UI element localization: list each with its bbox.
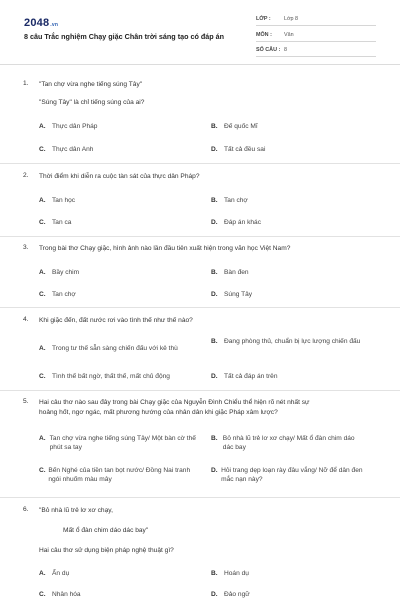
option-b[interactable] <box>211 337 361 346</box>
question-number: 6. <box>23 506 29 513</box>
option-letter: D. <box>211 219 218 226</box>
option-text: Tất cả đều sai <box>224 146 266 153</box>
question-divider <box>0 236 400 237</box>
question-divider <box>0 163 400 164</box>
option-c[interactable] <box>39 466 197 484</box>
option-text: Tan chợ vừa nghe tiếng súng Tây/ Một bàn cờ thế phút sa tay <box>49 435 196 451</box>
option-d[interactable] <box>211 590 371 599</box>
option-b[interactable] <box>211 122 371 131</box>
option-a[interactable] <box>39 344 199 353</box>
option-text: Tan học <box>52 197 76 204</box>
option-b[interactable] <box>211 569 371 578</box>
meta-value: 8 <box>284 47 287 53</box>
option-text: Bỏ nhà lũ trẻ lơ xơ chạy/ Mất ổ đàn chim dáo dác bay <box>222 435 355 451</box>
meta-key: SỐ CÂU : <box>256 47 281 53</box>
meta-row-subject <box>256 30 376 42</box>
option-d[interactable] <box>211 290 371 299</box>
option-letter: D. <box>211 591 218 598</box>
question-line: hoảng hốt, ngơ ngác, mất phương hướng của nhân dân khi giặc Pháp xâm lược? <box>39 409 278 416</box>
option-text: Đang phòng thủ, chuẩn bị lực lượng chiến đấu <box>224 338 361 345</box>
question-line: "Tan chợ vừa nghe tiếng súng Tây" <box>39 81 143 88</box>
option-d[interactable] <box>211 466 365 484</box>
option-text: Bến Nghé của tiền tan bọt nước/ Đồng Nai tranh ngói nhuốm màu mây <box>48 467 191 483</box>
option-letter: C. <box>39 219 46 226</box>
document-title: 8 câu Trắc nghiệm Chạy giặc Chân trời sáng tạo có đáp án <box>24 32 225 41</box>
option-text: Bàn đen <box>224 269 249 276</box>
question-line: "Súng Tây" là chỉ tiếng súng của ai? <box>39 99 145 106</box>
option-letter: A. <box>39 269 46 276</box>
option-text: Đảo ngữ <box>224 591 250 598</box>
meta-row-count <box>256 45 376 57</box>
question-number: 1. <box>23 80 29 87</box>
option-a[interactable] <box>39 569 199 578</box>
option-d[interactable] <box>211 372 371 381</box>
option-text: Tất cả đáp án trên <box>224 373 278 380</box>
logo-text: 2048 <box>24 17 50 29</box>
question-line: Khi giặc đến, đất nước rơi vào tình thế như thế nào? <box>39 317 193 324</box>
option-b[interactable] <box>211 434 365 452</box>
question-line: Thời điểm khi diễn ra cuộc tàn sát của thực dân Pháp? <box>39 173 200 180</box>
option-text: Hỏi trang dẹp loạn rày đâu vắng/ Nỡ để dân đen mắc nạn này? <box>221 467 363 483</box>
option-c[interactable] <box>39 372 199 381</box>
option-b[interactable] <box>211 196 371 205</box>
option-text: Ẩn dụ <box>52 570 70 577</box>
option-letter: C. <box>39 291 46 298</box>
site-logo[interactable] <box>24 17 58 29</box>
option-c[interactable] <box>39 145 199 154</box>
option-text: Thực dân Anh <box>52 146 94 153</box>
page-header <box>0 0 400 64</box>
option-letter: A. <box>39 345 46 352</box>
question-line: Trong bài thơ Chạy giặc, hình ảnh nào lần đầu tiên xuất hiện trong văn học Việt Nam? <box>39 245 291 252</box>
option-letter: B. <box>211 123 218 130</box>
option-a[interactable] <box>39 434 197 452</box>
option-text: Tan chợ <box>52 291 76 298</box>
question-divider <box>0 497 400 498</box>
option-letter: B. <box>211 338 218 345</box>
option-letter: C. <box>39 373 46 380</box>
option-letter: C. <box>39 467 46 474</box>
option-b[interactable] <box>211 268 371 277</box>
question-line: Mất ổ đàn chim dáo dác bay" <box>63 527 149 534</box>
option-c[interactable] <box>39 290 199 299</box>
question-number: 4. <box>23 316 29 323</box>
meta-row-class <box>256 14 376 26</box>
option-a[interactable] <box>39 122 199 131</box>
question-divider <box>0 390 400 391</box>
question-line: Hai câu thơ nào sau đây trong bài Chạy giặc của Nguyễn Đình Chiểu thể hiện rõ nét nhất sự <box>39 399 310 406</box>
option-c[interactable] <box>39 218 199 227</box>
option-text: Tan chợ <box>224 197 248 204</box>
option-text: Tan ca <box>52 219 72 226</box>
question-divider <box>0 307 400 308</box>
option-a[interactable] <box>39 268 199 277</box>
option-a[interactable] <box>39 196 199 205</box>
option-letter: B. <box>211 197 218 204</box>
option-letter: A. <box>39 435 46 442</box>
option-letter: A. <box>39 123 46 130</box>
option-letter: D. <box>211 146 218 153</box>
option-d[interactable] <box>211 145 371 154</box>
option-letter: A. <box>39 197 46 204</box>
question-number: 5. <box>23 398 29 405</box>
option-letter: D. <box>211 467 218 474</box>
meta-value: Văn <box>284 32 294 38</box>
option-letter: A. <box>39 570 46 577</box>
question-number: 3. <box>23 244 29 251</box>
option-letter: D. <box>211 291 218 298</box>
option-text: Nhân hóa <box>52 591 81 598</box>
option-text: Trong tư thế sẵn sàng chiến đấu với kẻ thù <box>52 345 178 352</box>
option-letter: B. <box>211 435 218 442</box>
option-letter: C. <box>39 591 46 598</box>
option-d[interactable] <box>211 218 371 227</box>
logo-suffix: .vn <box>50 22 59 28</box>
meta-value: Lớp 8 <box>284 16 299 22</box>
header-divider <box>0 64 400 65</box>
option-text: Bầy chim <box>52 269 80 276</box>
option-letter: B. <box>211 269 218 276</box>
option-letter: B. <box>211 570 218 577</box>
question-line: "Bỏ nhà lũ trẻ lơ xơ chạy, <box>39 507 113 514</box>
option-text: Đế quốc Mĩ <box>224 123 258 130</box>
meta-key: MÔN : <box>256 32 272 38</box>
option-text: Tình thế bất ngờ, thất thế, mất chủ động <box>52 373 170 380</box>
option-letter: D. <box>211 373 218 380</box>
option-c[interactable] <box>39 590 199 599</box>
option-letter: C. <box>39 146 46 153</box>
meta-key: LỚP : <box>256 16 271 22</box>
option-text: Súng Tây <box>224 291 253 298</box>
question-number: 2. <box>23 172 29 179</box>
option-text: Đáp án khác <box>224 219 262 226</box>
option-text: Hoán dụ <box>224 570 249 577</box>
question-line: Hai câu thơ sử dụng biện pháp nghệ thuật gì? <box>39 547 174 554</box>
option-text: Thực dân Pháp <box>52 123 98 130</box>
